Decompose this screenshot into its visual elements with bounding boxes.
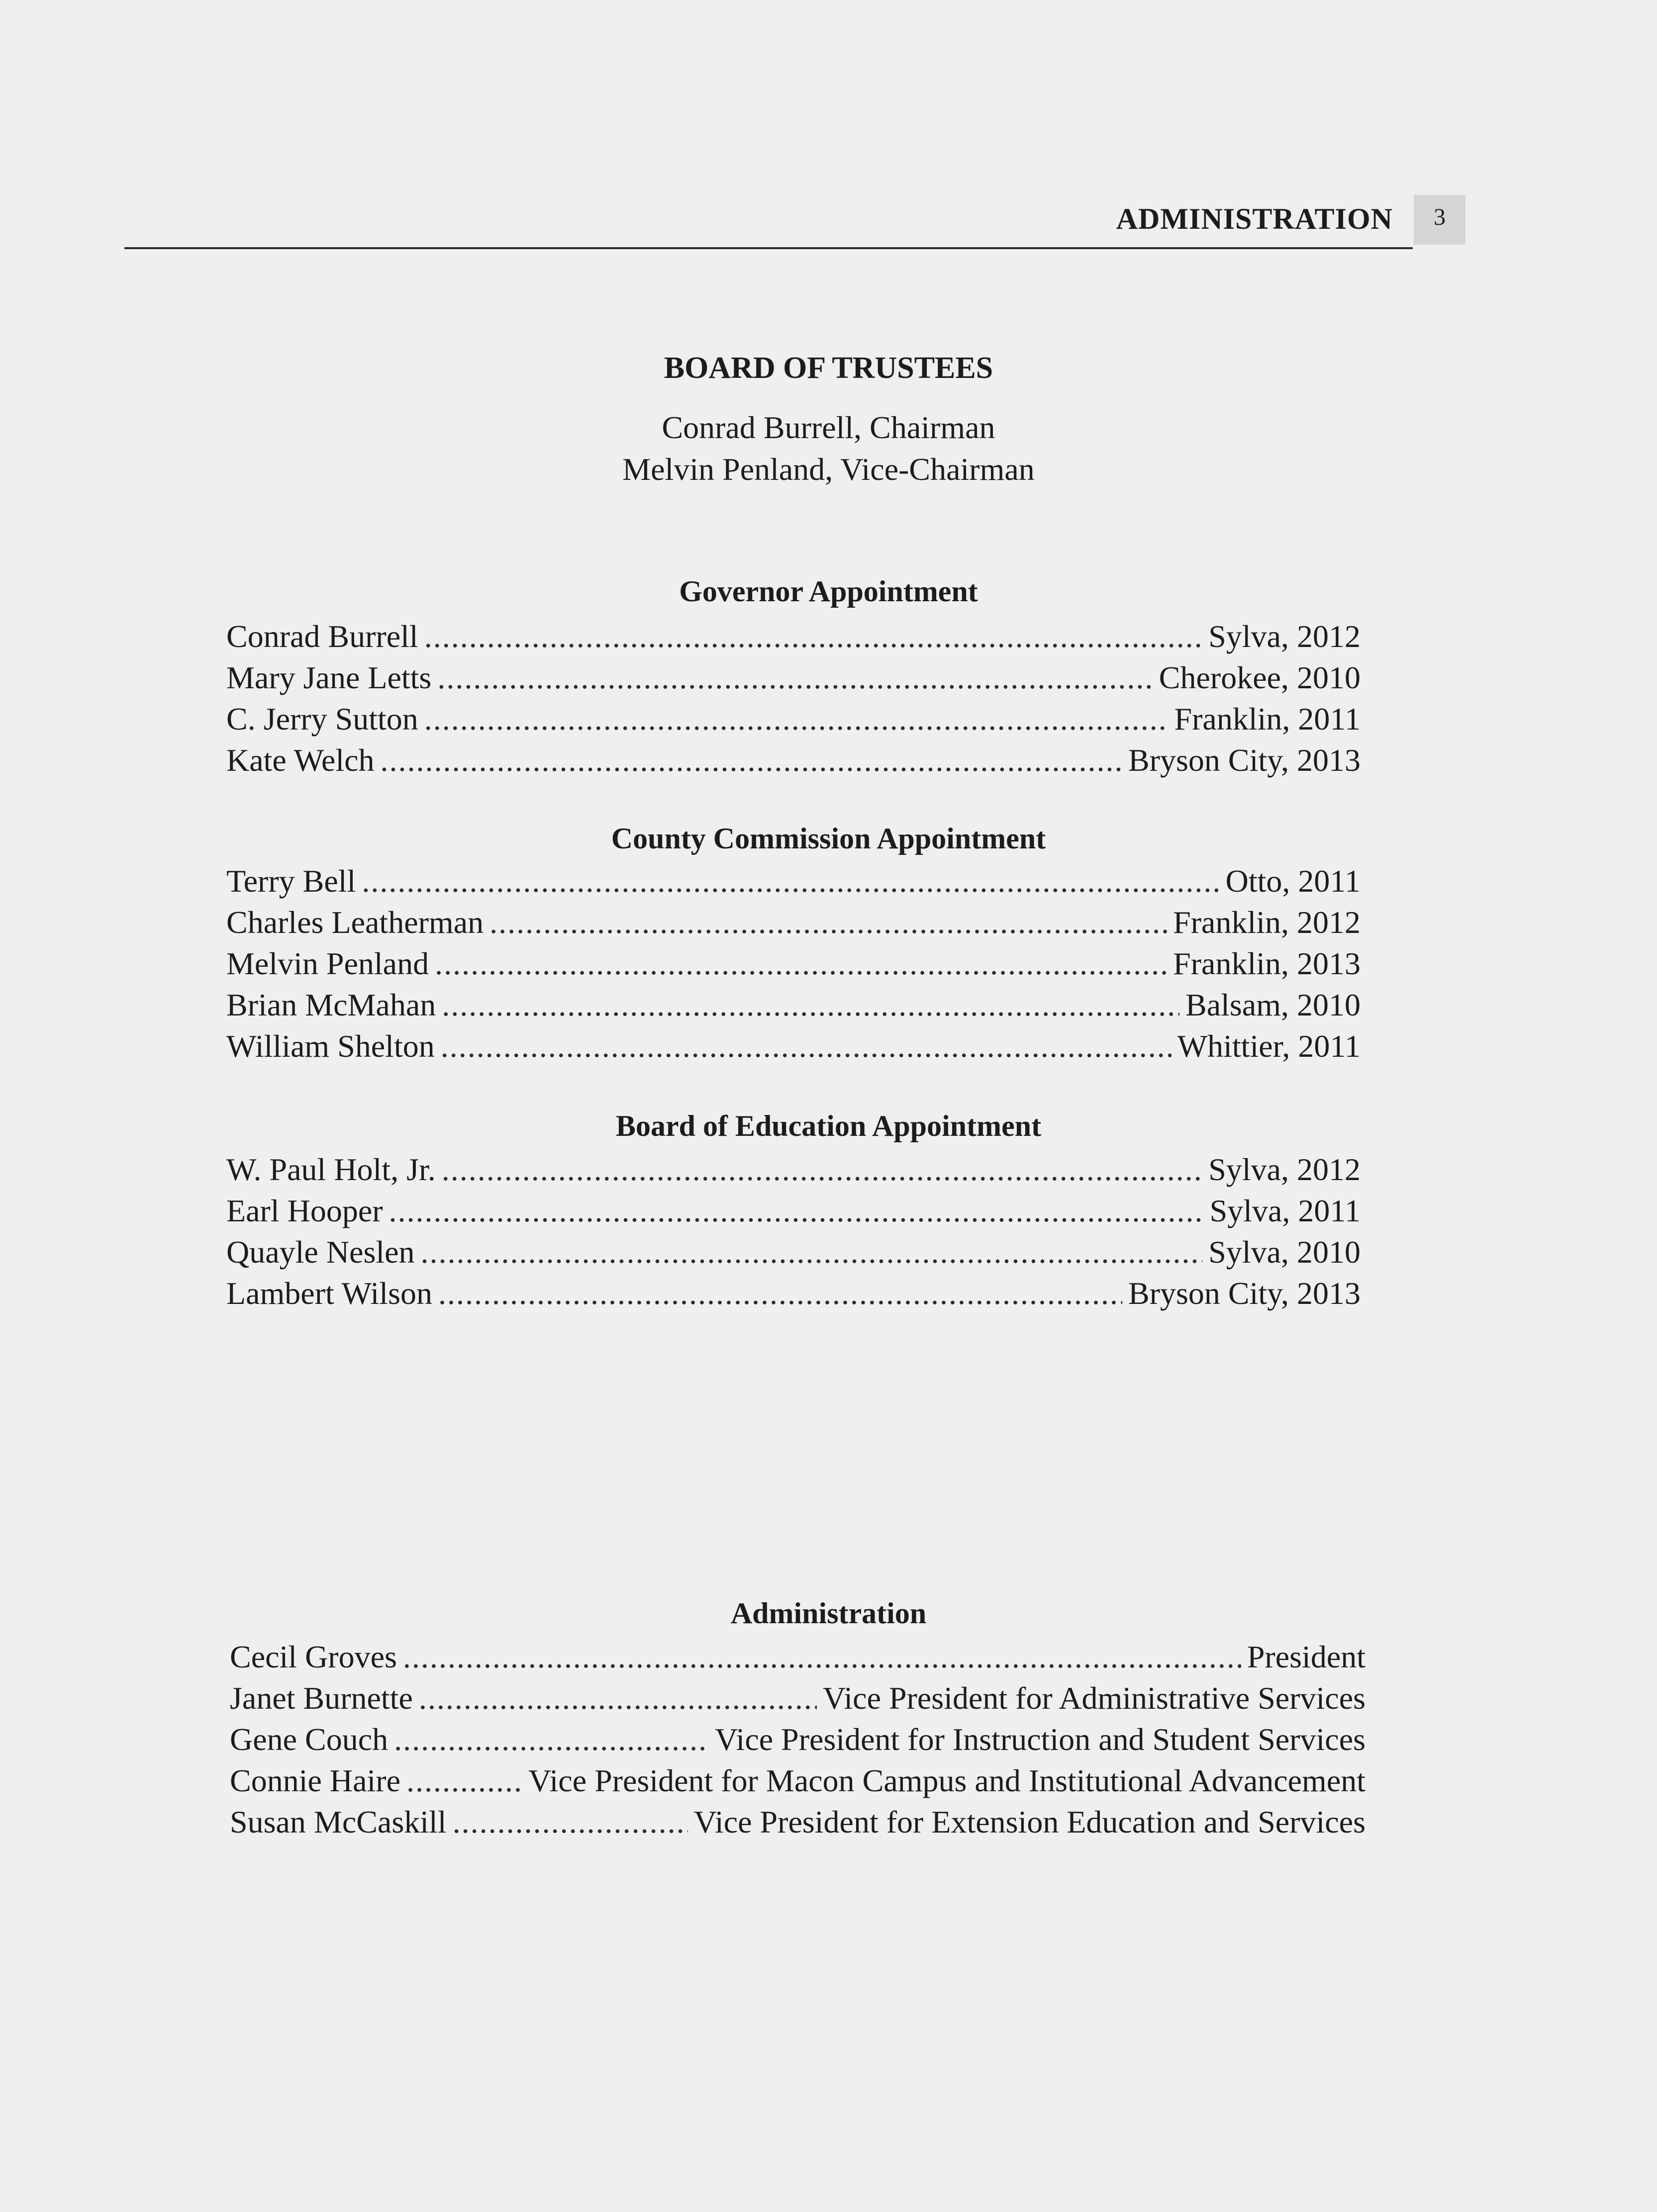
chairman-line: Conrad Burrell, Chairman (662, 410, 995, 445)
trustee-place: Otto, 2011 (1225, 863, 1361, 899)
dot-leader (442, 1149, 1202, 1190)
dot-leader (406, 1760, 522, 1801)
trustee-name: Conrad Burrell (226, 619, 418, 654)
trustee-name: Quayle Neslen (226, 1234, 415, 1270)
trustee-place: Bryson City, 2013 (1128, 742, 1361, 778)
trustee-place: Balsam, 2010 (1185, 987, 1361, 1022)
trustee-name: Charles Leatherman (226, 905, 484, 940)
list-item (226, 943, 1361, 984)
trustee-name: Melvin Penland (226, 946, 429, 981)
list-item (226, 657, 1361, 698)
list-item (230, 1801, 1365, 1843)
officer-name: Janet Burnette (230, 1680, 413, 1716)
trustee-name: Earl Hooper (226, 1193, 383, 1228)
dot-leader (394, 1719, 709, 1760)
dot-leader (419, 1677, 817, 1719)
education-heading: Board of Education Appointment (615, 1109, 1042, 1142)
list-item (226, 698, 1361, 739)
trustee-place: Franklin, 2011 (1174, 701, 1361, 737)
page-number: 3 (1414, 195, 1465, 245)
running-head: ADMINISTRATION (1116, 202, 1393, 235)
dot-leader (362, 860, 1219, 902)
trustee-place: Franklin, 2013 (1173, 946, 1361, 981)
officer-title: Vice President for Instruction and Student Services (715, 1722, 1365, 1757)
county-heading: County Commission Appointment (611, 822, 1046, 855)
list-item (230, 1760, 1365, 1801)
trustee-place: Sylva, 2011 (1209, 1193, 1361, 1228)
list-item (226, 1149, 1361, 1190)
trustee-name: W. Paul Holt, Jr. (226, 1152, 436, 1187)
list-item (226, 1231, 1361, 1273)
officer-title: Vice President for Administrative Services (823, 1680, 1365, 1716)
administration-heading: Administration (730, 1597, 927, 1630)
trustee-place: Sylva, 2012 (1208, 619, 1361, 654)
dot-leader (424, 698, 1169, 739)
dot-leader (389, 1190, 1204, 1231)
administration-list (230, 1636, 1365, 1843)
trustee-place: Cherokee, 2010 (1159, 660, 1361, 695)
list-item (226, 984, 1361, 1025)
governor-heading: Governor Appointment (679, 575, 978, 608)
dot-leader (442, 984, 1179, 1025)
officer-name: Gene Couch (230, 1722, 389, 1757)
vice-chairman-line: Melvin Penland, Vice-Chairman (622, 452, 1035, 487)
list-item (226, 902, 1361, 943)
officer-title: Vice President for Macon Campus and Institutional Advancement (528, 1763, 1365, 1798)
trustee-place: Sylva, 2012 (1208, 1152, 1361, 1187)
trustee-name: C. Jerry Sutton (226, 701, 418, 737)
list-item (230, 1636, 1365, 1677)
officer-name: Connie Haire (230, 1763, 400, 1798)
header-rule (124, 247, 1413, 249)
county-list (226, 860, 1361, 1067)
dot-leader (403, 1636, 1241, 1677)
trustee-place: Sylva, 2010 (1208, 1234, 1361, 1270)
trustee-name: Terry Bell (226, 863, 356, 899)
dot-leader (441, 1025, 1171, 1067)
trustee-name: William Shelton (226, 1028, 435, 1064)
trustee-place: Whittier, 2011 (1177, 1028, 1361, 1064)
education-list (226, 1149, 1361, 1314)
dot-leader (381, 739, 1122, 781)
trustee-name: Mary Jane Letts (226, 660, 432, 695)
trustee-place: Bryson City, 2013 (1128, 1276, 1361, 1311)
officer-name: Susan McCaskill (230, 1804, 447, 1840)
board-title: BOARD OF TRUSTEES (664, 351, 993, 385)
dot-leader (489, 902, 1167, 943)
list-item (230, 1719, 1365, 1760)
dot-leader (421, 1231, 1203, 1273)
dot-leader (424, 616, 1203, 657)
officer-title: Vice President for Extension Education and Services (693, 1804, 1365, 1840)
list-item (230, 1677, 1365, 1719)
list-item (226, 1025, 1361, 1067)
list-item (226, 1273, 1361, 1314)
trustee-name: Lambert Wilson (226, 1276, 432, 1311)
list-item (226, 1190, 1361, 1231)
dot-leader (453, 1801, 688, 1843)
list-item (226, 860, 1361, 902)
trustee-name: Kate Welch (226, 742, 375, 778)
trustee-place: Franklin, 2012 (1173, 905, 1361, 940)
governor-list (226, 616, 1361, 781)
officer-title: President (1247, 1639, 1365, 1674)
dot-leader (438, 1273, 1122, 1314)
officer-name: Cecil Groves (230, 1639, 397, 1674)
dot-leader (435, 943, 1167, 984)
list-item (226, 739, 1361, 781)
dot-leader (437, 657, 1153, 698)
trustee-name: Brian McMahan (226, 987, 436, 1022)
list-item (226, 616, 1361, 657)
